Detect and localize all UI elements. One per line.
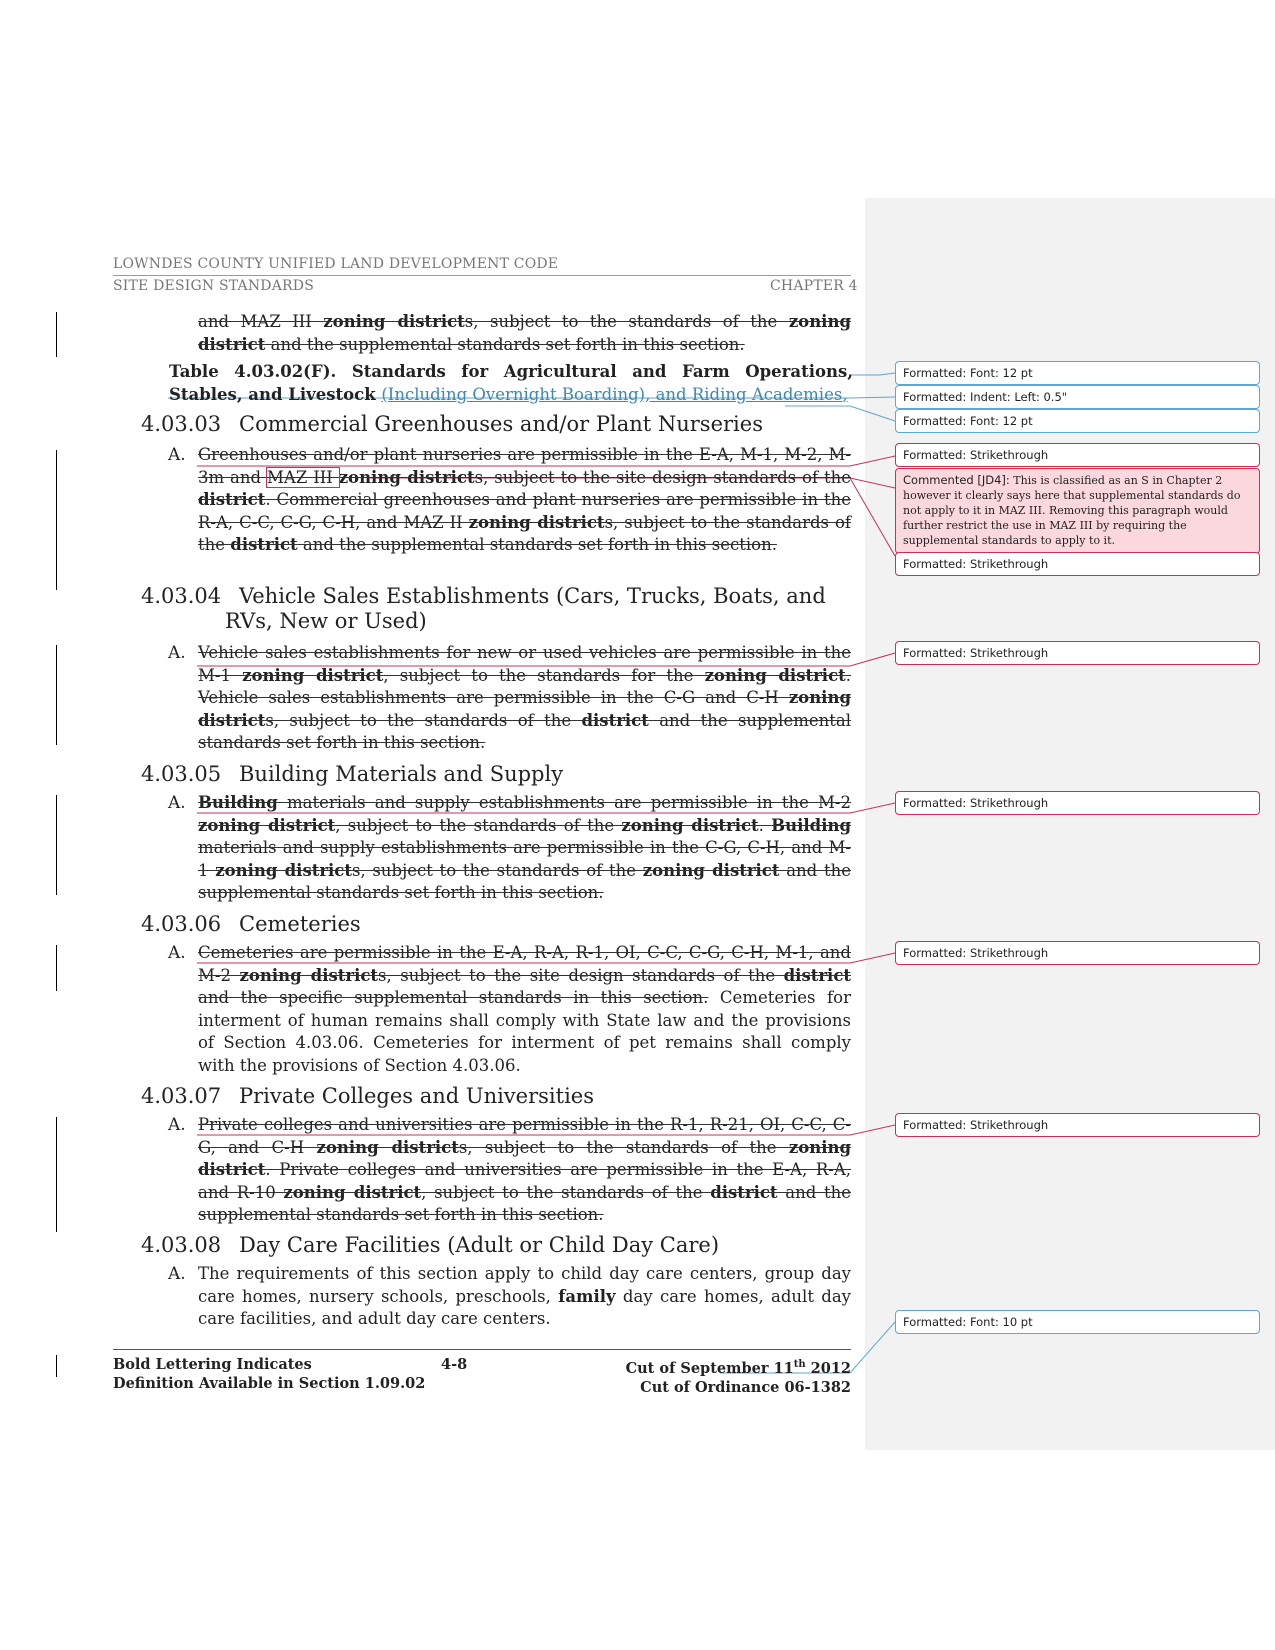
- header-section: SITE DESIGN STANDARDS: [113, 278, 314, 294]
- change-bar: [56, 450, 57, 590]
- paragraph: Greenhouses and/or plant nurseries are permissible in the E-A, M-1, M-2, M-3m and MAZ III zoning districts, subject to the site design standards of the district. Commercial greenhouses and plant nurseries are permissible in the R-A, C-C, C-G, C-H, and MAZ II zoning districts, subject to the standards of the district and the supplemental standards set forth in this section.: [198, 445, 851, 554]
- page-number: 4-8: [441, 1356, 468, 1373]
- paragraph: Cemeteries are permissible in the E-A, R-A, R-1, OI, C-C, C-G, C-H, M-1, and M-2 zoning districts, subject to the site design standards of the district and the specific supplemental standards in this section. Cemeteries for interment of human remains shall comply with State law and the provisions of Section 4.03.06. Cemeteries for interment of pet remains shall comply with the provisions of Section 4.03.06.: [198, 943, 851, 1075]
- section-heading-cont: RVs, New or Used): [225, 609, 427, 633]
- format-balloon[interactable]: Formatted: Font: 10 pt: [895, 1310, 1260, 1334]
- change-bar: [56, 645, 57, 745]
- change-bar: [56, 795, 57, 895]
- change-bar: [56, 1117, 57, 1232]
- change-bar: [56, 1355, 57, 1377]
- list-letter: A.: [168, 793, 186, 813]
- header-title: LOWNDES COUNTY UNIFIED LAND DEVELOPMENT CODE: [113, 256, 559, 272]
- footer-rule: [113, 1349, 851, 1350]
- list-letter: A.: [168, 445, 186, 465]
- format-balloon[interactable]: Formatted: Strikethrough: [895, 443, 1260, 467]
- list-letter: A.: [168, 643, 186, 663]
- format-balloon[interactable]: Formatted: Font: 12 pt: [895, 361, 1260, 385]
- change-bar: [56, 312, 57, 357]
- paragraph: Private colleges and universities are permissible in the R-1, R-21, OI, C-C, C-G, and C-H zoning districts, subject to the standards of the zoning district. Private colleges and universities are permissible in the E-A, R-A, and R-10 zoning district, subject to the standards of the district and the supplemental standards set forth in this section.: [198, 1115, 852, 1224]
- format-balloon[interactable]: Formatted: Strikethrough: [895, 641, 1260, 665]
- section-heading: 4.03.07 Private Colleges and Universities: [141, 1084, 594, 1108]
- inserted-text: (Including Overnight Boarding), and Riding Academies: [381, 384, 843, 404]
- list-letter: A.: [168, 1115, 186, 1135]
- paragraph: The requirements of this section apply to child day care centers, group day care homes, nursery schools, preschools, family day care homes, adult day care facilities, and adult day care centers.: [198, 1264, 851, 1328]
- paragraph: Building materials and supply establishments are permissible in the M-2 zoning district, subject to the standards of the zoning district. Building materials and supply establishments are permissible in the C-G, C-H, and M-1 zoning districts, subject to the standards of the zoning district and the supplemental standards set forth in this section.: [198, 793, 851, 902]
- section-heading: 4.03.06 Cemeteries: [141, 912, 361, 936]
- list-letter: A.: [168, 1264, 186, 1284]
- boxed-text: MAZ III: [267, 467, 339, 487]
- intro-paragraph: and MAZ III zoning districts, subject to the standards of the zoning district and the supplemental standards set forth in this section.: [198, 312, 851, 354]
- format-balloon[interactable]: Formatted: Strikethrough: [895, 1113, 1260, 1137]
- format-balloon[interactable]: Formatted: Font: 12 pt: [895, 409, 1260, 433]
- section-heading: 4.03.08 Day Care Facilities (Adult or Child Day Care): [141, 1233, 720, 1257]
- comment-balloon[interactable]: Commented [JD4]: This is classified as an S in Chapter 2 however it clearly says here that supplemental standards do not apply to it in MAZ III. Removing this paragraph would further restrict the use in MAZ III by requiring the supplemental standards to apply to it.: [895, 468, 1260, 554]
- paragraph: Vehicle sales establishments for new or used vehicles are permissible in the M-1 zoning district, subject to the standards for the zoning district. Vehicle sales establishments are permissible in the C-G and C-H zoning districts, subject to the standards of the district and the supplemental standards set forth in this section.: [198, 643, 851, 752]
- format-balloon[interactable]: Formatted: Strikethrough: [895, 791, 1260, 815]
- footer-left: Bold Lettering Indicates Definition Available in Section 1.09.02: [113, 1356, 426, 1392]
- footer-right: Cut of September 11th 2012 Cut of Ordinance 06-1382: [625, 1359, 851, 1396]
- header-chapter: CHAPTER 4: [770, 278, 858, 294]
- format-balloon[interactable]: Formatted: Strikethrough: [895, 552, 1260, 576]
- section-heading: 4.03.03 Commercial Greenhouses and/or Plant Nurseries: [141, 412, 763, 436]
- format-balloon[interactable]: Formatted: Strikethrough: [895, 941, 1260, 965]
- section-heading: 4.03.05 Building Materials and Supply: [141, 762, 564, 786]
- format-balloon[interactable]: Formatted: Indent: Left: 0.5": [895, 385, 1260, 409]
- table-title: Table 4.03.02(F). Standards for Agricultural and Farm Operations, Stables, and Livestock (Including Overnight Boarding), and Riding Academies,: [169, 362, 853, 404]
- change-bar: [56, 945, 57, 991]
- list-letter: A.: [168, 943, 186, 963]
- header-rule: [113, 275, 851, 276]
- section-heading: 4.03.04 Vehicle Sales Establishments (Cars, Trucks, Boats, and: [141, 584, 826, 608]
